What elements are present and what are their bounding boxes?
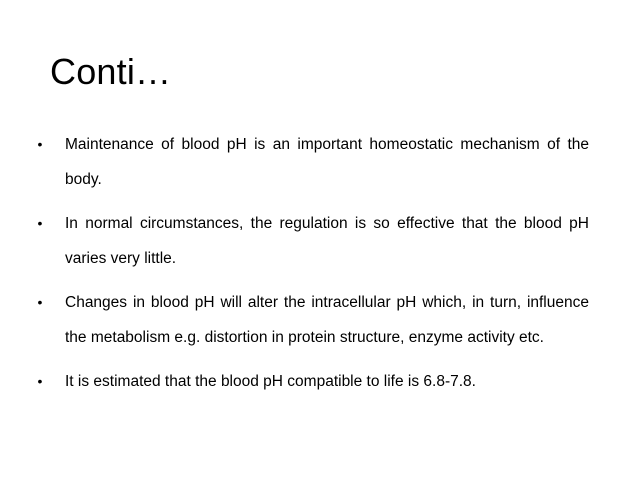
bullet-item [30, 285, 589, 355]
bullet-item [30, 364, 589, 399]
bullet-text: In normal circumstances, the regulation is so effective that the blood pH varies very little. [65, 215, 589, 267]
bullet-item [30, 206, 589, 276]
bullet-text: It is estimated that the blood pH compatible to life is 6.8-7.8. [65, 373, 476, 390]
bullet-dot-icon: • [37, 136, 43, 152]
bullet-list [30, 127, 589, 399]
bullet-text: Changes in blood pH will alter the intracellular pH which, in turn, influence the metabolism e.g. distortion in protein structure, enzyme activity etc. [65, 294, 589, 346]
bullet-text: Maintenance of blood pH is an important homeostatic mechanism of the body. [65, 136, 589, 188]
bullet-dot-icon: • [37, 373, 43, 389]
bullet-dot-icon: • [37, 294, 43, 310]
bullet-dot-icon: • [37, 215, 43, 231]
bullet-item [30, 127, 589, 197]
slide-title: Conti… [50, 51, 172, 92]
